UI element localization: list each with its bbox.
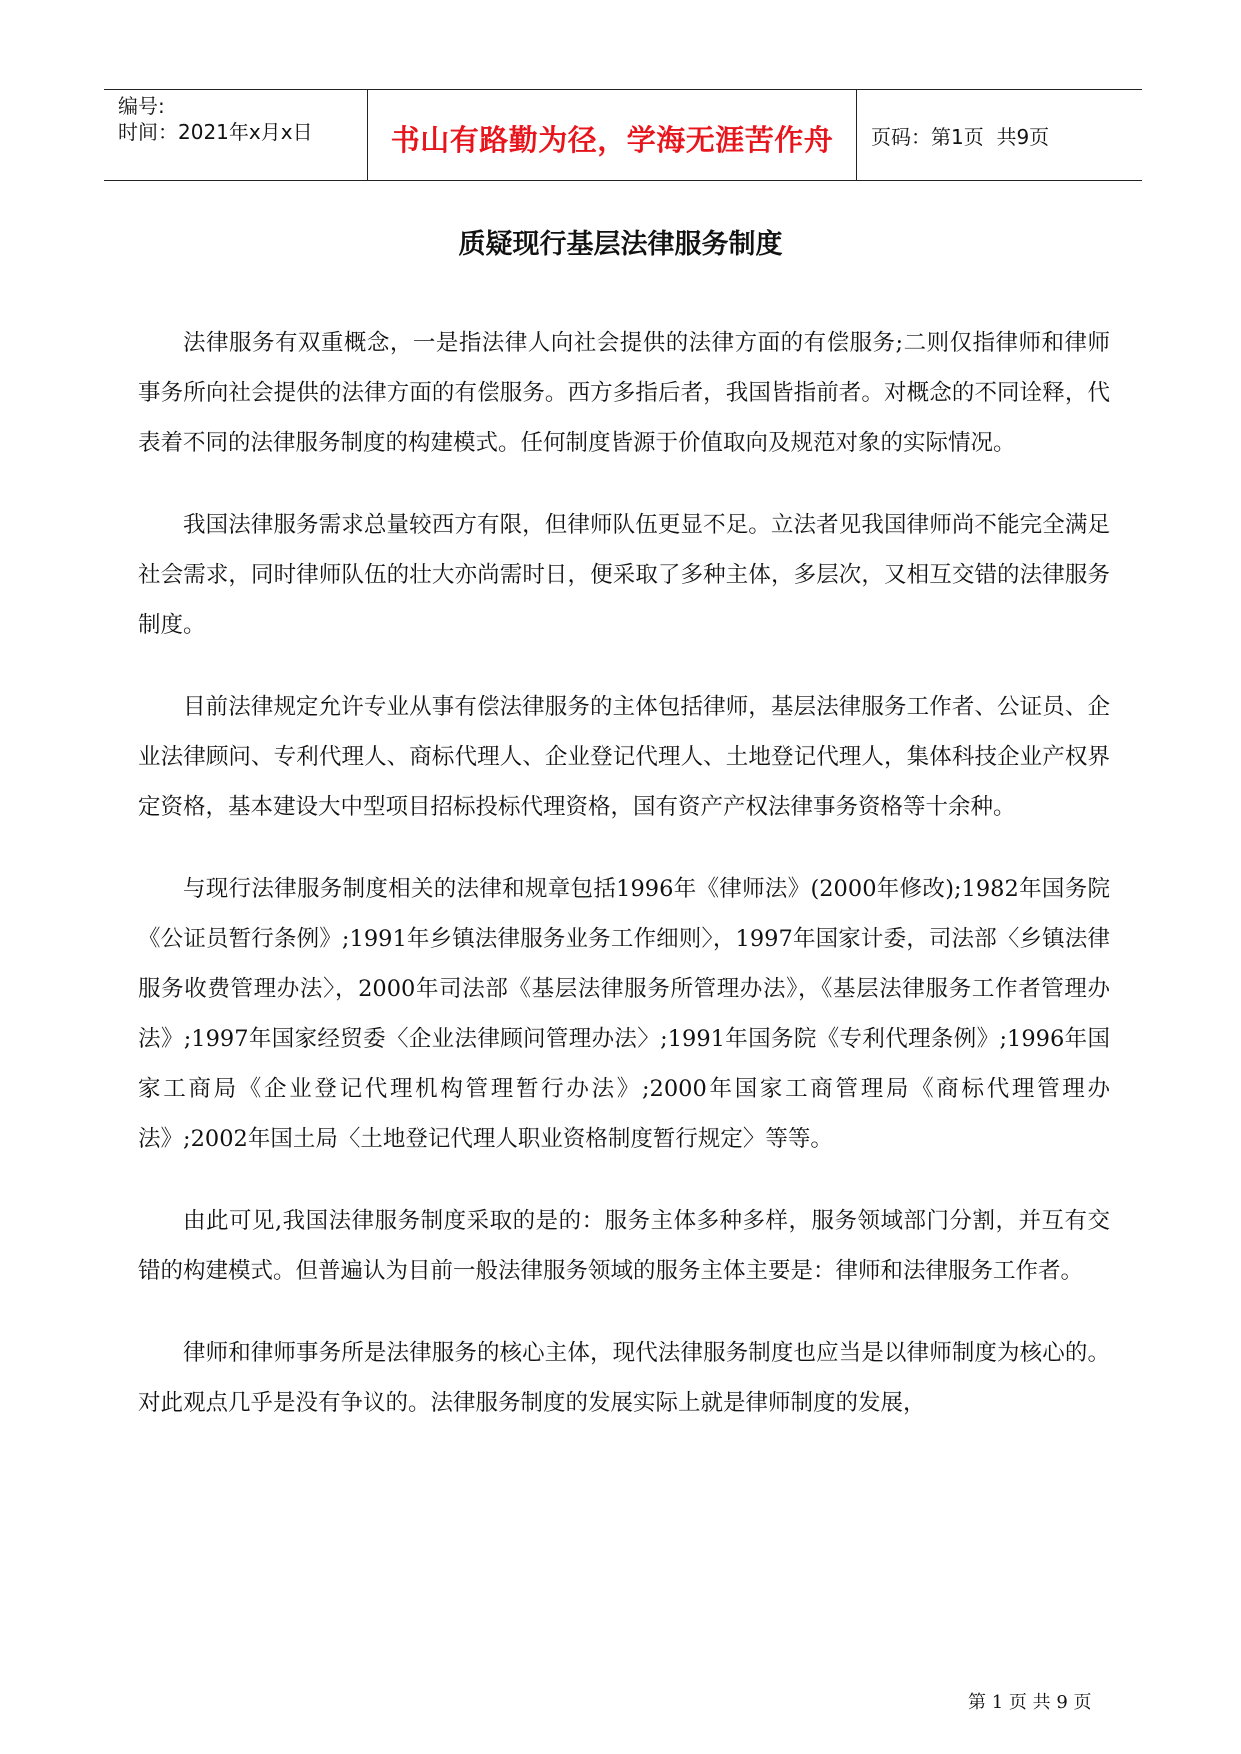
paragraph: 由此可见,我国法律服务制度采取的是的：服务主体多种多样，服务领域部门分割，并互有交错的构建模式。但普遍认为目前一般法律服务领域的服务主体主要是：律师和法律服务工作者。 — [138, 1208, 1110, 1284]
header-meta-cell — [104, 90, 368, 180]
paragraph: 我国法律服务需求总量较西方有限，但律师队伍更显不足。立法者见我国律师尚不能完全满足社会需求，同时律师队伍的壮大亦尚需时日，便采取了多种主体，多层次，又相互交错的法律服务制度。 — [138, 512, 1110, 638]
paragraph: 律师和律师事务所是法律服务的核心主体，现代法律服务制度也应当是以律师制度为核心的。对此观点几乎是没有争议的。法律服务制度的发展实际上就是律师制度的发展， — [138, 1340, 1110, 1416]
header-motto-cell — [368, 90, 857, 180]
document-header — [104, 89, 1142, 181]
paragraph: 与现行法律服务制度相关的法律和规章包括1996年《律师法》(2000年修改);1982年国务院《公证员暂行条例》;1991年乡镇法律服务业务工作细则〉，1997年国家计委，司法部〈乡镇法律服务收费管理办法〉，2000年司法部《基层法律服务所管理办法》，《基层法律服务工作者管理办法》;1997年国家经贸委〈企业法律顾问管理办法〉;1991年国务院《专利代理条例》;1996年国家工商局《企业登记代理机构管理暂行办法》;2000年国家工商管理局《商标代理管理办法》;2002年国土局〈土地登记代理人职业资格制度暂行规定〉等等。 — [138, 876, 1110, 1152]
paragraph: 法律服务有双重概念，一是指法律人向社会提供的法律方面的有偿服务;二则仅指律师和律师事务所向社会提供的法律方面的有偿服务。西方多指后者，我国皆指前者。对概念的不同诠释，代表着不同的法律服务制度的构建模式。任何制度皆源于价值取向及规范对象的实际情况。 — [138, 330, 1110, 456]
paragraph: 目前法律规定允许专业从事有偿法律服务的主体包括律师，基层法律服务工作者、公证员、企业法律顾问、专利代理人、商标代理人、企业登记代理人、土地登记代理人，集体科技企业产权界定资格，基本建设大中型项目招标投标代理资格，国有资产产权法律事务资格等十余种。 — [138, 694, 1110, 820]
number-label: 编号: — [118, 94, 165, 118]
header-page-cell — [857, 90, 1142, 180]
document-body — [138, 318, 1110, 1460]
time-label: 时间：2021年x月x日 — [118, 120, 313, 144]
page-code: 页码：第1页 共9页 — [871, 124, 1050, 149]
document-title: 质疑现行基层法律服务制度 — [458, 229, 783, 260]
page-footer: 第 1 页 共 9 页 — [968, 1692, 1092, 1713]
motto-text: 书山有路勤为径，学海无涯苦作舟 — [390, 122, 834, 157]
